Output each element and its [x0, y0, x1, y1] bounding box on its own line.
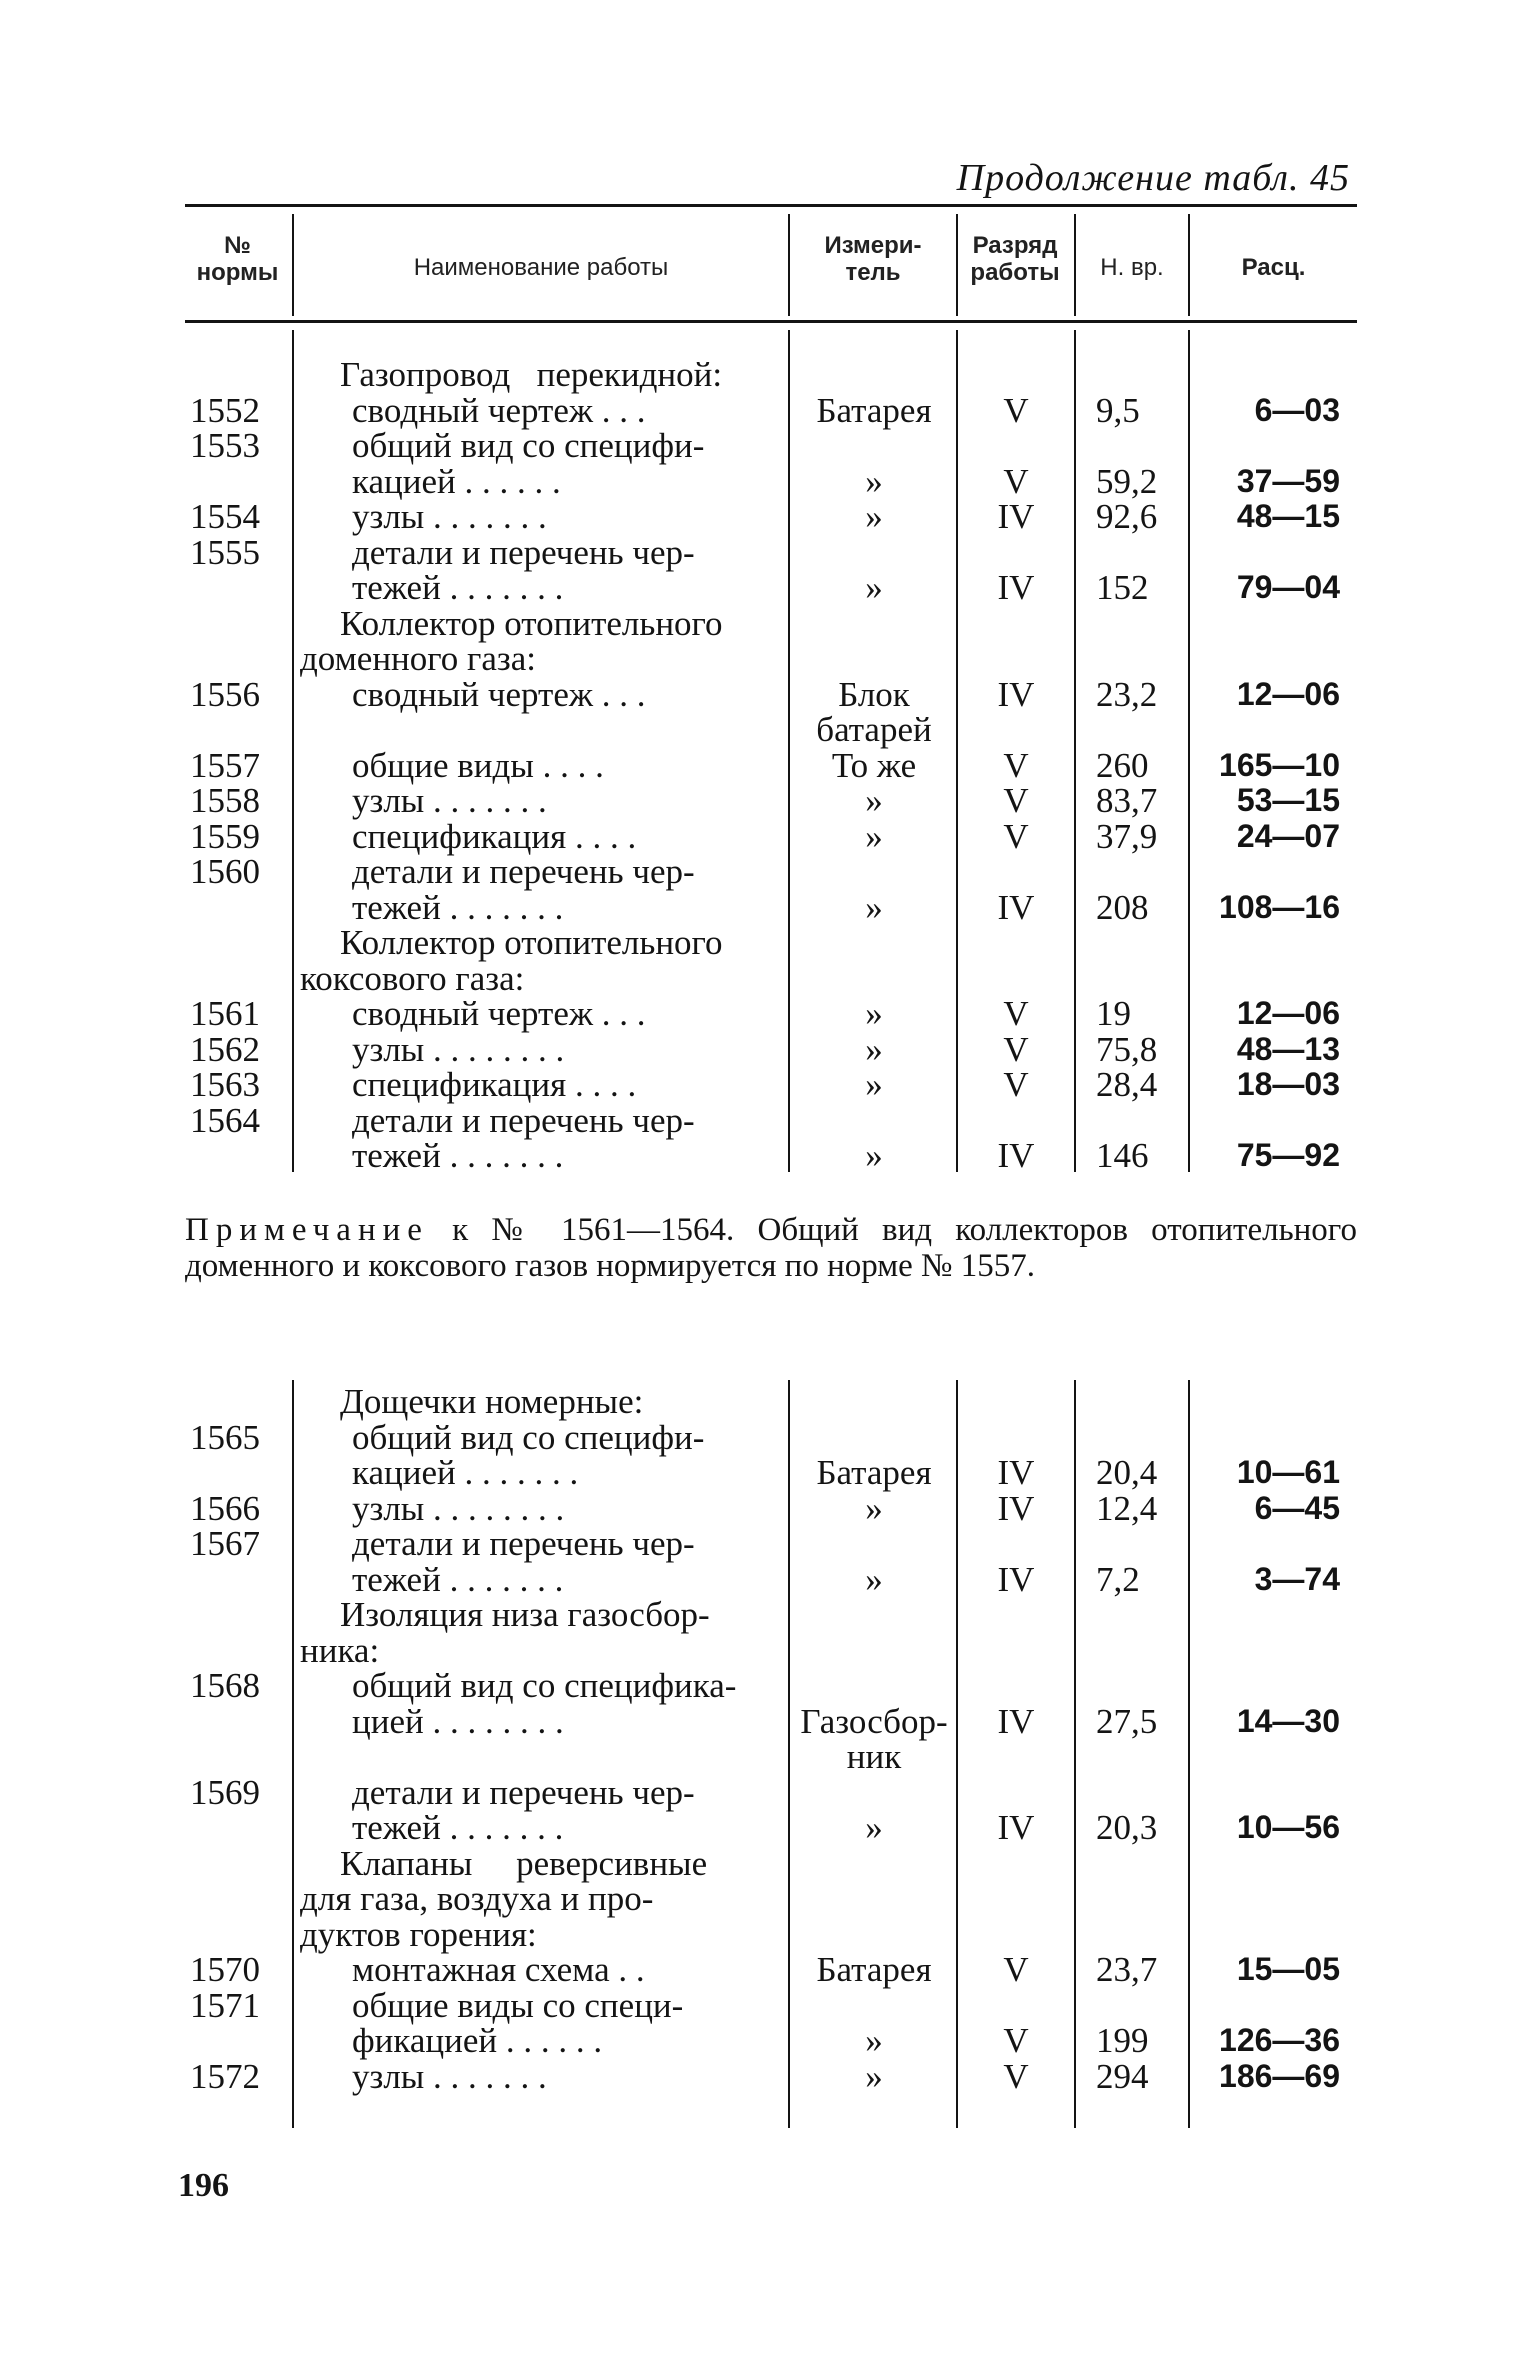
table-row	[0, 1881, 1535, 1916]
table-row	[0, 745, 1535, 785]
measure-unit: батарей	[816, 710, 932, 749]
measure-unit: Батарея	[816, 1950, 932, 1989]
page-number: 196	[178, 2167, 229, 2204]
work-name: общий вид со специфи-	[352, 1417, 705, 1457]
work-name: доменного газа:	[300, 639, 536, 678]
rate-value: 12—06	[1236, 995, 1340, 1031]
header-rate: Расц.	[1241, 254, 1306, 281]
work-grade: IV	[997, 1453, 1035, 1492]
measure-unit: »	[865, 461, 883, 501]
table-row	[0, 674, 1535, 714]
measure-unit: Блок	[838, 674, 910, 714]
table-row	[0, 1701, 1535, 1741]
work-name: детали и перечень чер-	[352, 1524, 695, 1563]
work-name: дуктов горения:	[300, 1914, 537, 1954]
work-name: тежей . . . . . . .	[352, 1559, 564, 1599]
table-row	[0, 1952, 1535, 1987]
rate-value: 48—13	[1236, 1030, 1340, 1067]
measure-unit: »	[865, 1065, 883, 1104]
measure-unit: »	[865, 1136, 883, 1175]
rate-value: 24—07	[1236, 817, 1340, 854]
work-grade: V	[1003, 1065, 1029, 1104]
time-norm: 7,2	[1096, 1559, 1140, 1599]
work-grade: V	[1003, 1029, 1029, 1069]
table-header-rule	[185, 320, 1357, 323]
table-row	[0, 1739, 1535, 1774]
work-grade: V	[1003, 1950, 1029, 1989]
work-grade: IV	[997, 1136, 1035, 1175]
time-norm: 37,9	[1096, 816, 1158, 856]
table-row	[0, 1914, 1535, 1954]
norm-number: 1560	[190, 852, 260, 891]
work-name: монтажная схема . .	[352, 1950, 645, 1989]
rate-value: 165—10	[1219, 746, 1340, 783]
time-norm: 260	[1096, 745, 1149, 785]
work-name: детали и перечень чер-	[352, 1772, 695, 1812]
header-time: Н. вр.	[1100, 254, 1164, 281]
time-norm: 59,2	[1096, 461, 1158, 501]
work-grade: IV	[997, 1701, 1035, 1741]
norm-number: 1561	[190, 994, 260, 1033]
table-row	[0, 641, 1535, 676]
norm-number: 1570	[190, 1950, 260, 1989]
work-grade: IV	[997, 1488, 1035, 1528]
work-name: общие виды . . . .	[352, 745, 604, 785]
header-name: Наименование работы	[413, 254, 669, 281]
norm-number: 1558	[190, 781, 260, 820]
norm-number: 1555	[190, 532, 260, 572]
measure-unit: »	[865, 816, 883, 856]
rate-value: 15—05	[1236, 1951, 1340, 1987]
header-no: № нормы	[196, 232, 279, 286]
col-divider	[292, 214, 294, 316]
work-name: детали и перечень чер-	[352, 1100, 695, 1140]
time-norm: 83,7	[1096, 781, 1158, 820]
norm-number: 1572	[190, 2056, 260, 2096]
rate-value: 186—69	[1219, 2057, 1340, 2094]
norm-number: 1556	[190, 674, 260, 714]
col-divider	[788, 214, 790, 316]
time-norm: 294	[1096, 2056, 1149, 2096]
table-row	[0, 1455, 1535, 1490]
work-grade: V	[1003, 2021, 1029, 2060]
work-name: детали и перечень чер-	[352, 852, 695, 891]
work-name: Коллектор отопительного	[340, 923, 723, 962]
rate-value: 53—15	[1236, 782, 1340, 818]
norm-number: 1562	[190, 1029, 260, 1069]
work-name: детали и перечень чер-	[352, 532, 695, 572]
table-row	[0, 1630, 1535, 1670]
measure-unit: »	[865, 781, 883, 820]
table-row	[0, 1029, 1535, 1069]
work-name: узлы . . . . . . . .	[352, 1029, 565, 1069]
time-norm: 75,8	[1096, 1029, 1158, 1069]
rate-value: 108—16	[1219, 888, 1340, 925]
work-name: узлы . . . . . . .	[352, 2056, 547, 2096]
rate-value: 6—03	[1254, 391, 1340, 428]
work-grade: IV	[997, 497, 1035, 536]
table-row	[0, 1138, 1535, 1173]
table-row	[0, 783, 1535, 818]
table-top-rule	[185, 204, 1357, 207]
norm-number: 1569	[190, 1772, 260, 1812]
work-name: общие виды со специ-	[352, 1985, 684, 2025]
table-row	[0, 1384, 1535, 1419]
table-row	[0, 958, 1535, 998]
work-grade: IV	[997, 1808, 1035, 1847]
time-norm: 146	[1096, 1136, 1149, 1175]
norm-number: 1566	[190, 1488, 260, 1528]
work-name: тежей . . . . . . .	[352, 1136, 564, 1175]
measure-unit: »	[865, 1029, 883, 1069]
norm-number: 1552	[190, 390, 260, 430]
table-row	[0, 428, 1535, 463]
table-row	[0, 925, 1535, 960]
table-row	[0, 603, 1535, 643]
table-row	[0, 854, 1535, 889]
work-name: Дощечки номерные:	[340, 1382, 644, 1421]
work-name: Изоляция низа газосбор-	[340, 1595, 710, 1634]
measure-unit: »	[865, 1559, 883, 1599]
work-name: узлы . . . . . . .	[352, 781, 547, 820]
work-name: тежей . . . . . . .	[352, 887, 564, 927]
rate-value: 48—15	[1236, 498, 1340, 534]
time-norm: 92,6	[1096, 497, 1158, 536]
rate-value: 10—61	[1236, 1454, 1340, 1490]
work-grade: V	[1003, 816, 1029, 856]
work-grade: IV	[997, 887, 1035, 927]
work-grade: V	[1003, 994, 1029, 1033]
rate-value: 10—56	[1236, 1809, 1340, 1845]
norm-number: 1557	[190, 745, 260, 785]
work-name: кацией . . . . . . .	[352, 1453, 579, 1492]
work-grade: V	[1003, 2056, 1029, 2096]
measure-unit: То же	[831, 745, 917, 785]
rate-value: 12—06	[1236, 675, 1340, 712]
table-row	[0, 1559, 1535, 1599]
work-grade: IV	[997, 568, 1035, 607]
measure-unit: Батарея	[816, 390, 932, 430]
norm-number: 1568	[190, 1666, 260, 1705]
work-name: общий вид со специфика-	[352, 1666, 737, 1705]
table-row	[0, 1810, 1535, 1845]
table-row	[0, 570, 1535, 605]
header-grade: Разряд работы	[970, 232, 1060, 286]
work-grade: V	[1003, 781, 1029, 820]
table-row	[0, 2056, 1535, 2096]
rate-value: 14—30	[1236, 1702, 1340, 1739]
work-grade: V	[1003, 745, 1029, 785]
measure-unit: »	[865, 2021, 883, 2060]
header-meas: Измери- тель	[824, 232, 922, 286]
table-row	[0, 712, 1535, 747]
work-name: спецификация . . . .	[352, 816, 637, 856]
table-note	[185, 1212, 1357, 1284]
work-name: узлы . . . . . . . .	[352, 1488, 565, 1528]
work-name: тежей . . . . . . .	[352, 568, 564, 607]
work-name: цией . . . . . . . .	[352, 1701, 564, 1741]
time-norm: 19	[1096, 994, 1131, 1033]
table-row	[0, 816, 1535, 856]
time-norm: 9,5	[1096, 390, 1140, 430]
table-row	[0, 887, 1535, 927]
time-norm: 28,4	[1096, 1065, 1158, 1104]
work-grade: IV	[997, 674, 1035, 714]
work-name: узлы . . . . . . .	[352, 497, 547, 536]
work-name: спецификация . . . .	[352, 1065, 637, 1104]
work-grade: IV	[997, 1559, 1035, 1599]
note-label: Примечание	[185, 1212, 429, 1248]
table-row	[0, 1488, 1535, 1528]
work-grade: V	[1003, 461, 1029, 501]
table-row	[0, 461, 1535, 501]
work-name: Клапаны реверсивные	[340, 1843, 708, 1883]
measure-unit: »	[865, 887, 883, 927]
table-row	[0, 1668, 1535, 1703]
work-name: сводный чертеж . . .	[352, 390, 646, 430]
table-row	[0, 1843, 1535, 1883]
norm-number: 1564	[190, 1100, 260, 1140]
table-row	[0, 1417, 1535, 1457]
measure-unit: Газосбор-	[800, 1701, 948, 1741]
table-row	[0, 499, 1535, 534]
table-row	[0, 532, 1535, 572]
measure-unit: Батарея	[816, 1453, 932, 1492]
time-norm: 152	[1096, 568, 1149, 607]
rate-value: 126—36	[1219, 2022, 1340, 2058]
table-row	[0, 390, 1535, 430]
work-name: кацией . . . . . .	[352, 461, 561, 501]
rate-value: 3—74	[1254, 1560, 1340, 1597]
work-grade: V	[1003, 390, 1029, 430]
work-name: фикацией . . . . . .	[352, 2021, 603, 2060]
table-row	[0, 1772, 1535, 1812]
time-norm: 23,2	[1096, 674, 1158, 714]
measure-unit: »	[865, 1808, 883, 1847]
measure-unit: ник	[846, 1737, 902, 1776]
norm-number: 1571	[190, 1985, 260, 2025]
table-row	[0, 996, 1535, 1031]
rate-value: 75—92	[1236, 1137, 1340, 1173]
work-name: коксового газа:	[300, 958, 525, 998]
work-name: Коллектор отопительного	[340, 603, 723, 643]
table-row	[0, 1985, 1535, 2025]
rate-value: 18—03	[1236, 1066, 1340, 1102]
measure-unit: »	[865, 1488, 883, 1528]
norm-number: 1559	[190, 816, 260, 856]
work-name: Газопровод перекидной:	[340, 355, 723, 394]
measure-unit: »	[865, 994, 883, 1033]
table-caption: Продолжение табл. 45	[956, 157, 1350, 199]
work-name: ника:	[300, 1630, 380, 1670]
norm-number: 1554	[190, 497, 260, 536]
work-name: тежей . . . . . . .	[352, 1808, 564, 1847]
measure-unit: »	[865, 2056, 883, 2096]
time-norm: 23,7	[1096, 1950, 1158, 1989]
note-text: к № 1561—1564. Общий вид коллекторов отопительного доменного и коксового газов нормируется по норме № 1557.	[185, 1212, 1357, 1284]
table-row	[0, 1526, 1535, 1561]
norm-number: 1553	[190, 426, 260, 465]
rate-value: 6—45	[1254, 1489, 1340, 1526]
table-row	[0, 1100, 1535, 1140]
time-norm: 199	[1096, 2021, 1149, 2060]
rate-value: 37—59	[1236, 462, 1340, 499]
work-name: общий вид со специфи-	[352, 426, 705, 465]
rate-value: 79—04	[1236, 569, 1340, 605]
work-name: сводный чертеж . . .	[352, 674, 646, 714]
time-norm: 20,4	[1096, 1453, 1158, 1492]
norm-number: 1567	[190, 1524, 260, 1563]
time-norm: 27,5	[1096, 1701, 1158, 1741]
work-name: для газа, воздуха и про-	[300, 1879, 654, 1918]
table-row	[0, 2023, 1535, 2058]
table-row	[0, 357, 1535, 392]
time-norm: 208	[1096, 887, 1149, 927]
measure-unit: »	[865, 497, 883, 536]
table-row	[0, 1067, 1535, 1102]
work-name: сводный чертеж . . .	[352, 994, 646, 1033]
norm-number: 1565	[190, 1417, 260, 1457]
time-norm: 12,4	[1096, 1488, 1158, 1528]
table-row	[0, 1597, 1535, 1632]
time-norm: 20,3	[1096, 1808, 1158, 1847]
norm-number: 1563	[190, 1065, 260, 1104]
measure-unit: »	[865, 568, 883, 607]
